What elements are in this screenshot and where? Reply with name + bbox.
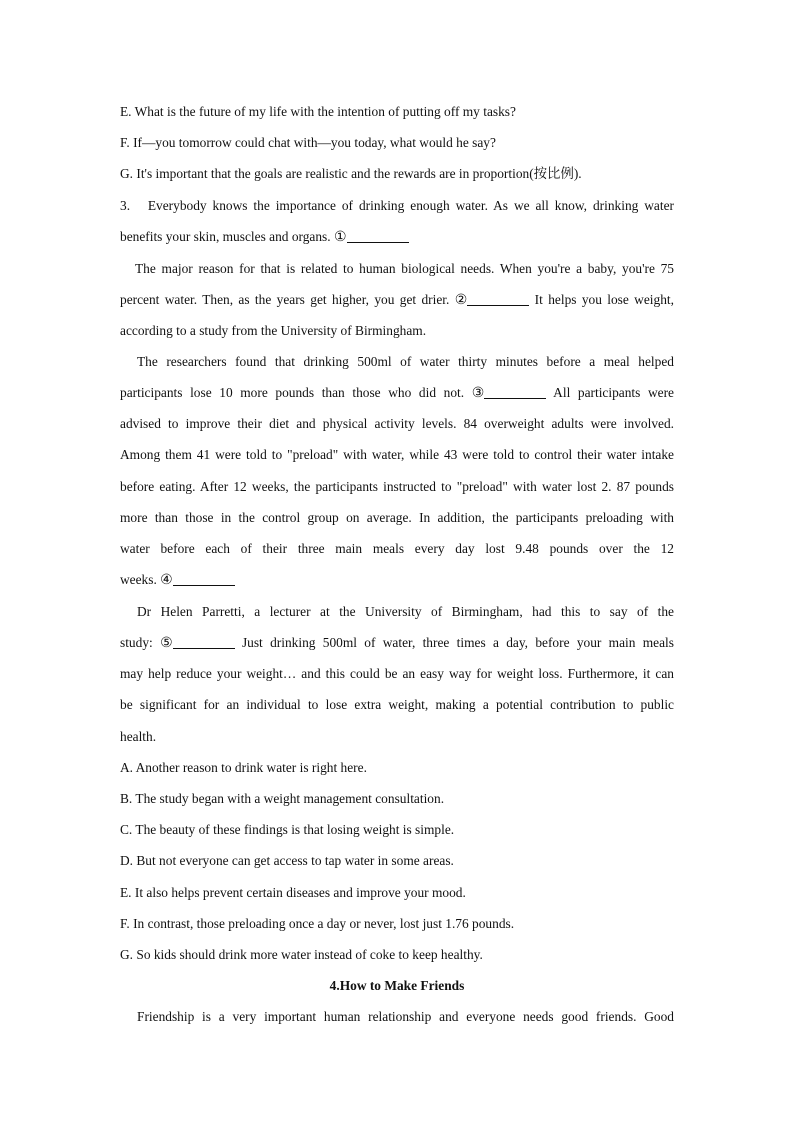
passage3-p3-line1: The researchers found that drinking 500ml of water thirty minutes before a meal helped bbox=[137, 354, 674, 369]
blank-marker-1: ① bbox=[333, 230, 347, 245]
passage3-p4-line3: may help reduce your weight… and this could be an easy way for weight loss. Furthermore, it can bbox=[120, 666, 674, 681]
passage3-p3-line5: before eating. After 12 weeks, the participants instructed to "preload" with water lost 2. 87 pounds bbox=[120, 479, 674, 494]
passage3-option-b: B. The study began with a weight management consultation. bbox=[120, 791, 445, 806]
passage3-option-g: G. So kids should drink more water instead of coke to keep healthy. bbox=[120, 947, 483, 962]
passage3-p4-line2: study: ⑤ Just drinking 500ml of water, three times a day, before your main meals bbox=[120, 635, 674, 651]
option-e-prev: E. What is the future of my life with the intention of putting off my tasks? bbox=[120, 104, 516, 119]
answer-blank-5[interactable] bbox=[173, 636, 235, 649]
passage3-p3-line6: more than those in the control group on average. In addition, the participants preloading with bbox=[120, 510, 674, 525]
passage4-p1-line1: Friendship is a very important human relationship and everyone needs good friends. Good bbox=[137, 1009, 674, 1024]
answer-blank-1[interactable] bbox=[347, 230, 409, 243]
passage3-option-e: E. It also helps prevent certain diseases and improve your mood. bbox=[120, 885, 466, 900]
answer-blank-4[interactable] bbox=[173, 573, 235, 586]
answer-blank-2[interactable] bbox=[467, 293, 529, 306]
blank-marker-2: ② bbox=[454, 293, 468, 308]
passage3-p3-line7: water before each of their three main meals every day lost 9.48 pounds over the 12 bbox=[120, 541, 674, 556]
blank-marker-5: ⑤ bbox=[160, 636, 173, 651]
passage3-p3-line8: weeks. ④ bbox=[120, 572, 674, 589]
passage3-option-d: D. But not everyone can get access to tap water in some areas. bbox=[120, 853, 454, 868]
passage3-p3-line2: participants lose 10 more pounds than those who did not. ③ All participants were bbox=[120, 385, 674, 401]
passage3-p4-line5: health. bbox=[120, 729, 157, 744]
passage3-p4-line1: Dr Helen Parretti, a lecturer at the University of Birmingham, had this to say of the bbox=[137, 604, 674, 619]
passage3-p1-line2: benefits your skin, muscles and organs. ① bbox=[120, 229, 674, 246]
option-g-prev: G. It's important that the goals are realistic and the rewards are in proportion(按比例). bbox=[120, 166, 582, 181]
blank-marker-4: ④ bbox=[160, 573, 173, 588]
passage3-p4-line4: be significant for an individual to lose extra weight, making a potential contribution to public bbox=[120, 697, 674, 712]
passage3-p2-line3: according to a study from the University of Birmingham. bbox=[120, 323, 427, 338]
passage3-p1-line1: 3. Everybody knows the importance of drinking enough water. As we all know, drinking water bbox=[120, 198, 674, 213]
passage3-option-a: A. Another reason to drink water is right here. bbox=[120, 760, 367, 775]
passage3-option-c: C. The beauty of these findings is that losing weight is simple. bbox=[120, 822, 455, 837]
passage3-p2-line2: percent water. Then, as the years get higher, you get drier. ② It helps you lose weight, bbox=[120, 292, 674, 308]
passage3-p3-line4: Among them 41 were told to "preload" with water, while 43 were told to control their water intake bbox=[120, 447, 674, 462]
passage3-p3-line3: advised to improve their diet and physical activity levels. 84 overweight adults were involved. bbox=[120, 416, 674, 431]
option-f-prev: F. If—you tomorrow could chat with—you today, what would he say? bbox=[120, 135, 496, 150]
passage4-title: 4.How to Make Friends bbox=[329, 978, 465, 993]
question-number: 3. bbox=[120, 198, 131, 213]
passage3-option-f: F. In contrast, those preloading once a day or never, lost just 1.76 pounds. bbox=[120, 916, 515, 931]
answer-blank-3[interactable] bbox=[484, 386, 546, 399]
passage3-p2-line1: The major reason for that is related to human biological needs. When you're a baby, you're 75 bbox=[135, 261, 674, 276]
blank-marker-3: ③ bbox=[471, 386, 485, 401]
